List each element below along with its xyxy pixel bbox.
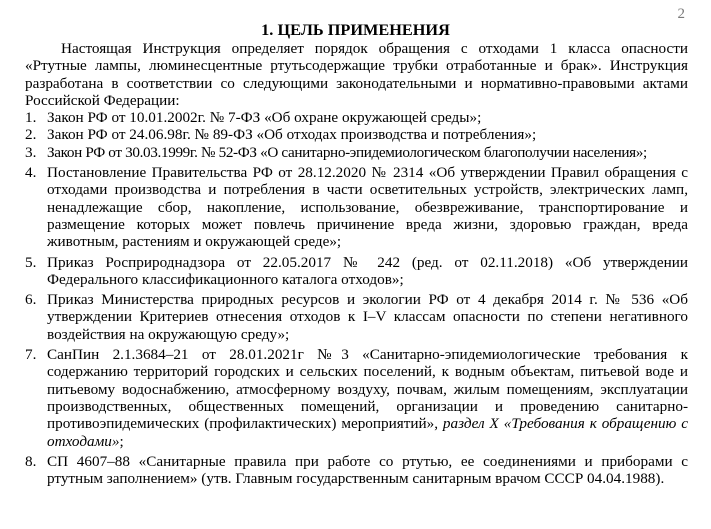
list-item-number: 5. xyxy=(25,253,37,271)
list-item-number: 2. xyxy=(25,126,37,144)
list-item-text xyxy=(47,346,688,450)
list-item-number: 7. xyxy=(25,346,37,364)
intro-paragraph: Настоящая Инструкция определяет порядок обращения с отходами 1 класса опасности «Ртутные лампы, люминесцентные ртутьсодержащие трубки отработанные и брак». Инструкция разработана в соответствии со следующими законодательными и нормативно-правовыми актами Российской Федерации: xyxy=(25,40,688,109)
document-body xyxy=(25,40,688,487)
section-heading: 1. ЦЕЛЬ ПРИМЕНЕНИЯ xyxy=(261,20,450,39)
list-item xyxy=(25,164,688,250)
list-item xyxy=(25,254,688,289)
list-item-number: 6. xyxy=(25,291,37,309)
list-item-text: Закон РФ от 30.03.1999г. № 52-ФЗ «О санитарно-эпидемиологическом благополучии населения»; xyxy=(47,143,647,161)
list-item-text: Приказ Росприроднадзора от 22.05.2017 № 242 (ред. от 02.11.2018) «Об утверждении Федерального классификационного каталога отходов»; xyxy=(47,253,688,288)
list-item-text: Постановление Правительства РФ от 28.12.2020 № 2314 «Об утверждении Правил обращения с отходами производства и потребления в части осветительных устройств, электрических ламп, ненадлежащие сбор, накопление, использование, обезвреживание, транспортирование и размещение которых может повлечь причинение вреда жизни, здоровью граждан, вреда животным, растениям и окружающей среде»; xyxy=(47,164,688,251)
list-item xyxy=(25,291,688,343)
page-number: 2 xyxy=(677,6,685,22)
list-item-text-main: СанПин 2.1.3684–21 от 28.01.2021г №3 «Санитарно-эпидемиологические требования к содержанию территорий городских и сельских поселений, к водным объектам, питьевой воде и питьевому водоснабжению, атмосферному воздуху, почвам, жилым помещениям, эксплуатации производственных, общественных помещений, организации и проведению санитарно-противоэпидемических (профилактических) мероприятий», xyxy=(47,346,688,433)
list-item-text: Закон РФ от 24.06.98г. № 89-ФЗ «Об отходах производства и потребления»; xyxy=(47,126,537,144)
legal-acts-list xyxy=(25,109,688,487)
list-item xyxy=(25,126,688,143)
list-item-number: 4. xyxy=(25,164,37,182)
list-item xyxy=(25,109,688,126)
list-item xyxy=(25,453,688,488)
list-item-number: 3. xyxy=(25,143,37,161)
list-item-text: СП 4607–88 «Санитарные правила при работе со ртутью, ее соединениями и приборами с ртутным заполнением» (утв. Главным государственным санитарным врачом СССР 04.04.1988). xyxy=(47,452,688,488)
list-item xyxy=(25,144,688,161)
list-item-text-italic: раздел X «Требования к обращению с отходами» xyxy=(47,415,688,450)
list-item-text: Закон РФ от 10.01.2002г. № 7-ФЗ «Об охране окружающей среды»; xyxy=(47,109,482,127)
list-item-text-tail: ; xyxy=(119,432,124,450)
list-item-text: Приказ Министерства природных ресурсов и экологии РФ от 4 декабря 2014 г. № 536 «Об утверждении Критериев отнесения отходов к I–V классам опасности по степени негативного воздействия на окружающую среду»; xyxy=(47,291,688,343)
list-item-number: 8. xyxy=(25,452,37,470)
list-item xyxy=(25,346,688,450)
list-item-number: 1. xyxy=(25,109,37,127)
